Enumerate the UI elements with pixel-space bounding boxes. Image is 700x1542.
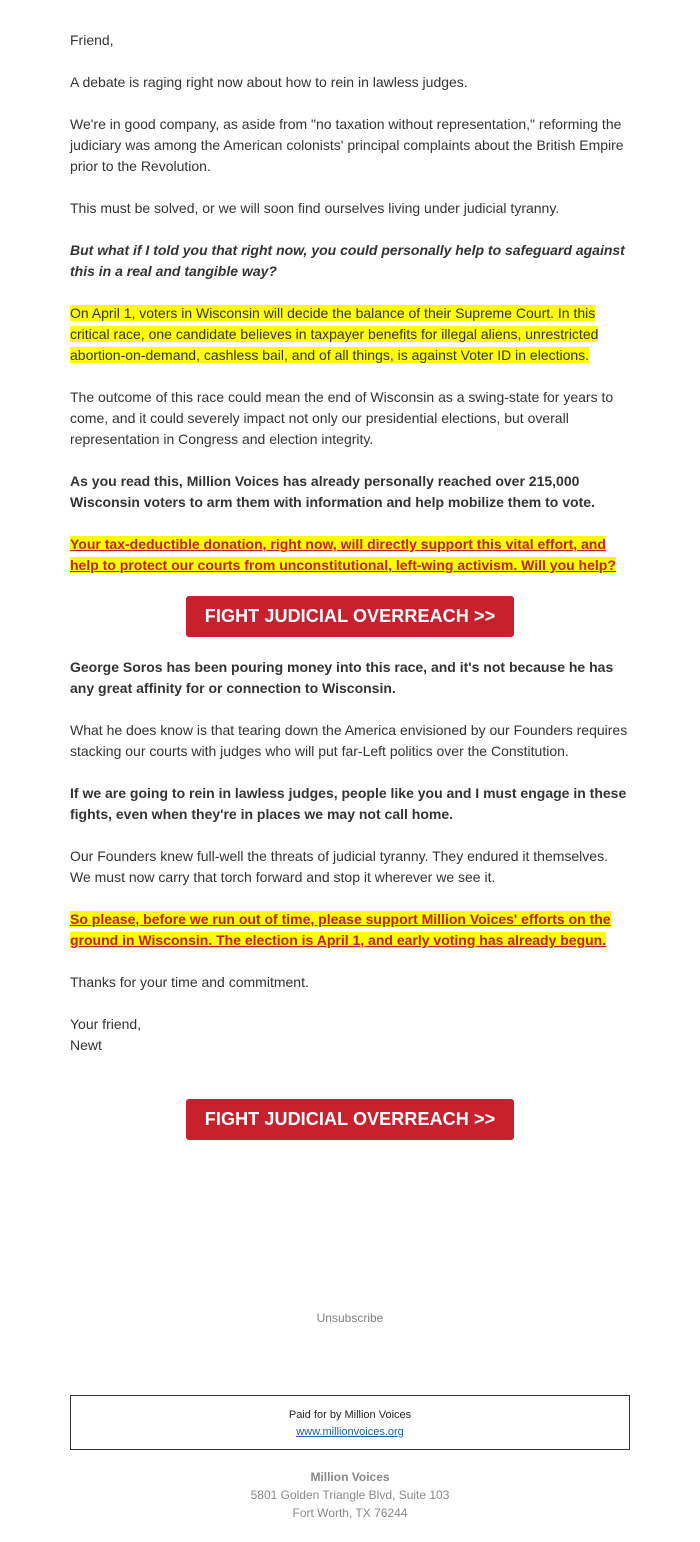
paid-for-text: Paid for by Million Voices	[288, 1409, 412, 1421]
paid-for-box	[70, 1395, 630, 1450]
paragraph-intro: A debate is raging right now about how to rein in lawless judges.	[70, 74, 468, 90]
fight-judicial-overreach-button-top[interactable]: FIGHT JUDICIAL OVERREACH >>	[186, 596, 514, 637]
paragraph-founders-envisioned: What he does know is that tearing down the America envisioned by our Founders requires stacking our courts with judges who will put far-Left politics over the Constitution.	[70, 722, 628, 759]
paragraph-thanks: Thanks for your time and commitment.	[70, 974, 309, 990]
paragraph-tyranny: This must be solved, or we will soon find ourselves living under judicial tyranny.	[70, 200, 560, 216]
website-link[interactable]: www.millionvoices.org	[296, 1426, 404, 1438]
paragraph-reach: As you read this, Million Voices has already personally reached over 215,000 Wisconsin voters to arm them with information and help mobilize them to vote.	[70, 473, 595, 510]
signoff: Your friend, Newt	[70, 1016, 142, 1053]
address-line-2: Fort Worth, TX 76244	[292, 1506, 408, 1520]
address-line-1: 5801 Golden Triangle Blvd, Suite 103	[250, 1488, 450, 1502]
greeting: Friend,	[70, 32, 114, 48]
support-link[interactable]: So please, before we run out of time, please support Million Voices' efforts on the ground in Wisconsin. The election is April 1, and early voting has already begun.	[70, 911, 611, 948]
fight-judicial-overreach-button-bottom[interactable]: FIGHT JUDICIAL OVERREACH >>	[186, 1099, 514, 1140]
paragraph-torch: Our Founders knew full-well the threats of judicial tyranny. They endured it themselves. We must now carry that torch forward and stop it wherever we see it.	[70, 848, 608, 885]
paragraph-engage: If we are going to rein in lawless judges, people like you and I must engage in these fights, even when they're in places we may not call home.	[70, 785, 627, 822]
donation-link[interactable]: Your tax-deductible donation, right now, will directly support this vital effort, and help to protect our courts from unconstitutional, left-wing activism. Will you help?	[70, 536, 616, 573]
org-name: Million Voices	[310, 1470, 390, 1484]
mailing-address	[0, 1468, 700, 1522]
unsubscribe-link[interactable]: Unsubscribe	[316, 1311, 384, 1325]
paragraph-soros: George Soros has been pouring money into this race, and it's not because he has any great affinity for or connection to Wisconsin.	[70, 659, 614, 696]
paragraph-wisconsin-race: On April 1, voters in Wisconsin will decide the balance of their Supreme Court. In this critical race, one candidate believes in taxpayer benefits for illegal aliens, unrestricted abortion-on-demand, cashless bail, and of all things, is against Voter ID in elections.	[70, 305, 599, 363]
paragraph-colonists: We're in good company, as aside from "no taxation without representation," reforming the judiciary was among the American colonists' principal complaints about the British Empire prior to the Revolution.	[70, 116, 624, 174]
paragraph-question: But what if I told you that right now, you could personally help to safeguard against this in a real and tangible way?	[70, 242, 625, 279]
paragraph-outcome: The outcome of this race could mean the end of Wisconsin as a swing-state for years to come, and it could severely impact not only our presidential elections, but overall representation in Congress and election integrity.	[70, 389, 614, 447]
